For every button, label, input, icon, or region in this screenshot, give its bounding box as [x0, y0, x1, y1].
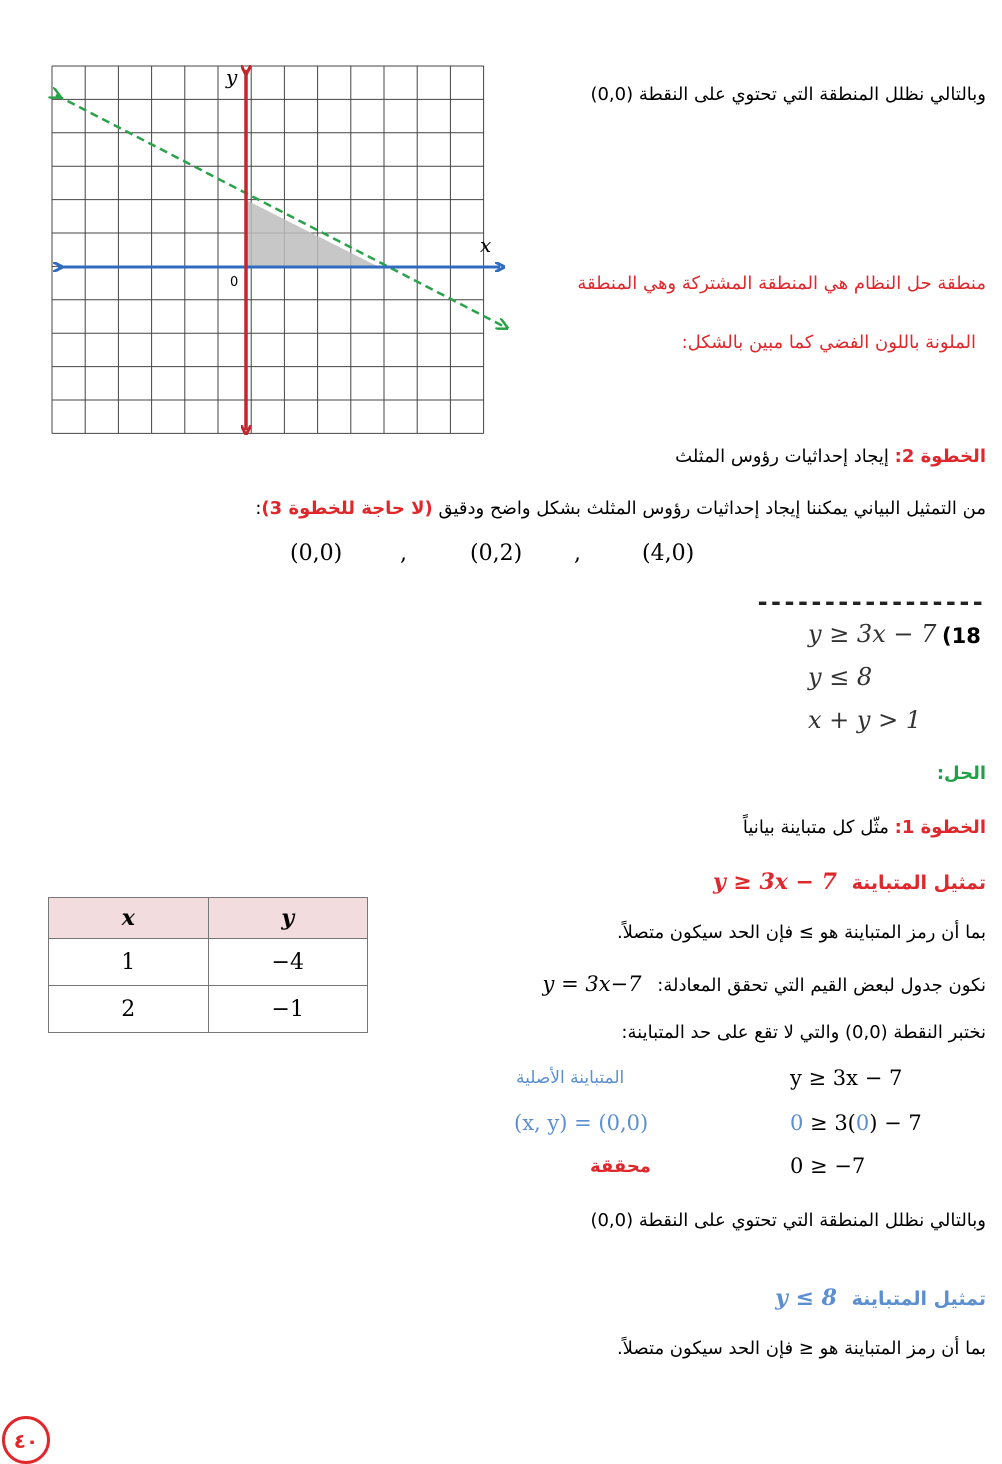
- step2-description: من التمثيل البياني يمكننا إيجاد إحداثيات رؤوس المثلث بشكل واضح ودقيق: [438, 498, 986, 519]
- solution-region-line1: منطقة حل النظام هي المنطقة المشتركة وهي المنطقة: [577, 273, 986, 294]
- ineq1-heading-line: [713, 869, 986, 895]
- step2-note: (لا حاجة للخطوة 3): [261, 498, 433, 519]
- symbol-line-2: بما أن رمز المتباينة هو ≤ فإن الحد سيكون متصلاً.: [616, 1338, 986, 1359]
- value-table-header-y: y: [208, 898, 368, 939]
- solution-title: الحل:: [936, 763, 986, 784]
- vertex-3: (4,0): [642, 541, 695, 566]
- check-row-2-end: ) − 7: [869, 1111, 922, 1135]
- step1-line: [743, 817, 986, 838]
- ineq2-heading-math: y ≤ 8: [775, 1285, 837, 1311]
- table-cell: 1: [49, 939, 209, 986]
- vertex-2: (0,2): [470, 541, 523, 566]
- ineq1-heading-text: تمثيل المتباينة: [851, 872, 986, 894]
- check-row-3-right: محققة: [590, 1156, 651, 1177]
- table-equation-text: نكون جدول لبعض القيم التي تحقق المعادلة:: [657, 975, 986, 996]
- problem-inequality-1: y ≥ 3x − 7: [808, 620, 937, 648]
- y-axis-label: y: [226, 65, 238, 89]
- check-row-2-right: (x, y) = (0,0): [514, 1111, 649, 1135]
- step1-text: مثّل كل متباينة بيانياً: [742, 817, 889, 838]
- step2-line: [675, 446, 986, 467]
- section-separator: -----------------: [755, 588, 984, 616]
- table-cell: −1: [208, 986, 368, 1033]
- ineq1-heading-math: y ≥ 3x − 7: [712, 869, 837, 895]
- ineq2-heading-text: تمثيل المتباينة: [851, 1288, 986, 1310]
- check-row-2-zero-a: 0: [790, 1111, 804, 1135]
- problem-number: (18: [942, 624, 981, 648]
- vertex-1: (0,0): [290, 541, 343, 566]
- origin-label: 0: [230, 275, 239, 290]
- ineq2-heading-line: [775, 1285, 986, 1311]
- shade-sentence-bottom: وبالتالي نظلل المنطقة التي تحتوي على النقطة (0,0): [590, 1210, 986, 1231]
- vertex-separator-2: ,: [574, 541, 581, 566]
- value-table-header: [49, 898, 368, 939]
- table-row: [49, 939, 368, 986]
- step2-description-line: [255, 498, 986, 519]
- page-number: ٤٠: [2, 1416, 50, 1464]
- vertex-separator-1: ,: [400, 541, 407, 566]
- inequality-graph: [48, 62, 510, 440]
- x-axis-label: x: [480, 233, 492, 257]
- check-row-2-zero-b: 0: [855, 1111, 870, 1135]
- table-cell: 2: [49, 986, 209, 1033]
- step2-text: إيجاد إحداثيات رؤوس المثلث: [675, 446, 889, 467]
- shade-sentence-top: وبالتالي نظلل المنطقة التي تحتوي على النقطة (0,0): [590, 84, 986, 105]
- step1-title: الخطوة 1:: [894, 817, 986, 838]
- test-point-line: نختبر النقطة (0,0) والتي لا تقع على حد المتباينة:: [621, 1022, 986, 1043]
- symbol-line-1: بما أن رمز المتباينة هو ≥ فإن الحد سيكون متصلاً.: [616, 922, 986, 943]
- value-table-header-x: x: [49, 898, 209, 939]
- step2-colon: :: [255, 498, 262, 519]
- check-row-1-right: المتباينة الأصلية: [516, 1068, 625, 1088]
- step2-title: الخطوة 2:: [894, 446, 986, 467]
- check-row-3-left: 0 ≥ −7: [790, 1154, 866, 1178]
- table-equation-math: y = 3x−7: [542, 972, 642, 996]
- check-row-2-mid: ≥ 3(: [803, 1111, 856, 1135]
- problem-inequality-2: y ≤ 8: [808, 663, 873, 691]
- problem-inequality-3: x + y > 1: [808, 706, 922, 734]
- table-row: [49, 986, 368, 1033]
- dashed-boundary-line: [56, 95, 503, 326]
- check-row-1-left: y ≥ 3x − 7: [790, 1066, 903, 1090]
- table-equation-line: [543, 972, 986, 996]
- solution-region-line2: الملونة باللون الفضي كما مبين بالشكل:: [681, 332, 976, 353]
- check-row-2-left: [790, 1111, 922, 1135]
- value-table: [48, 897, 368, 1033]
- table-cell: −4: [208, 939, 368, 986]
